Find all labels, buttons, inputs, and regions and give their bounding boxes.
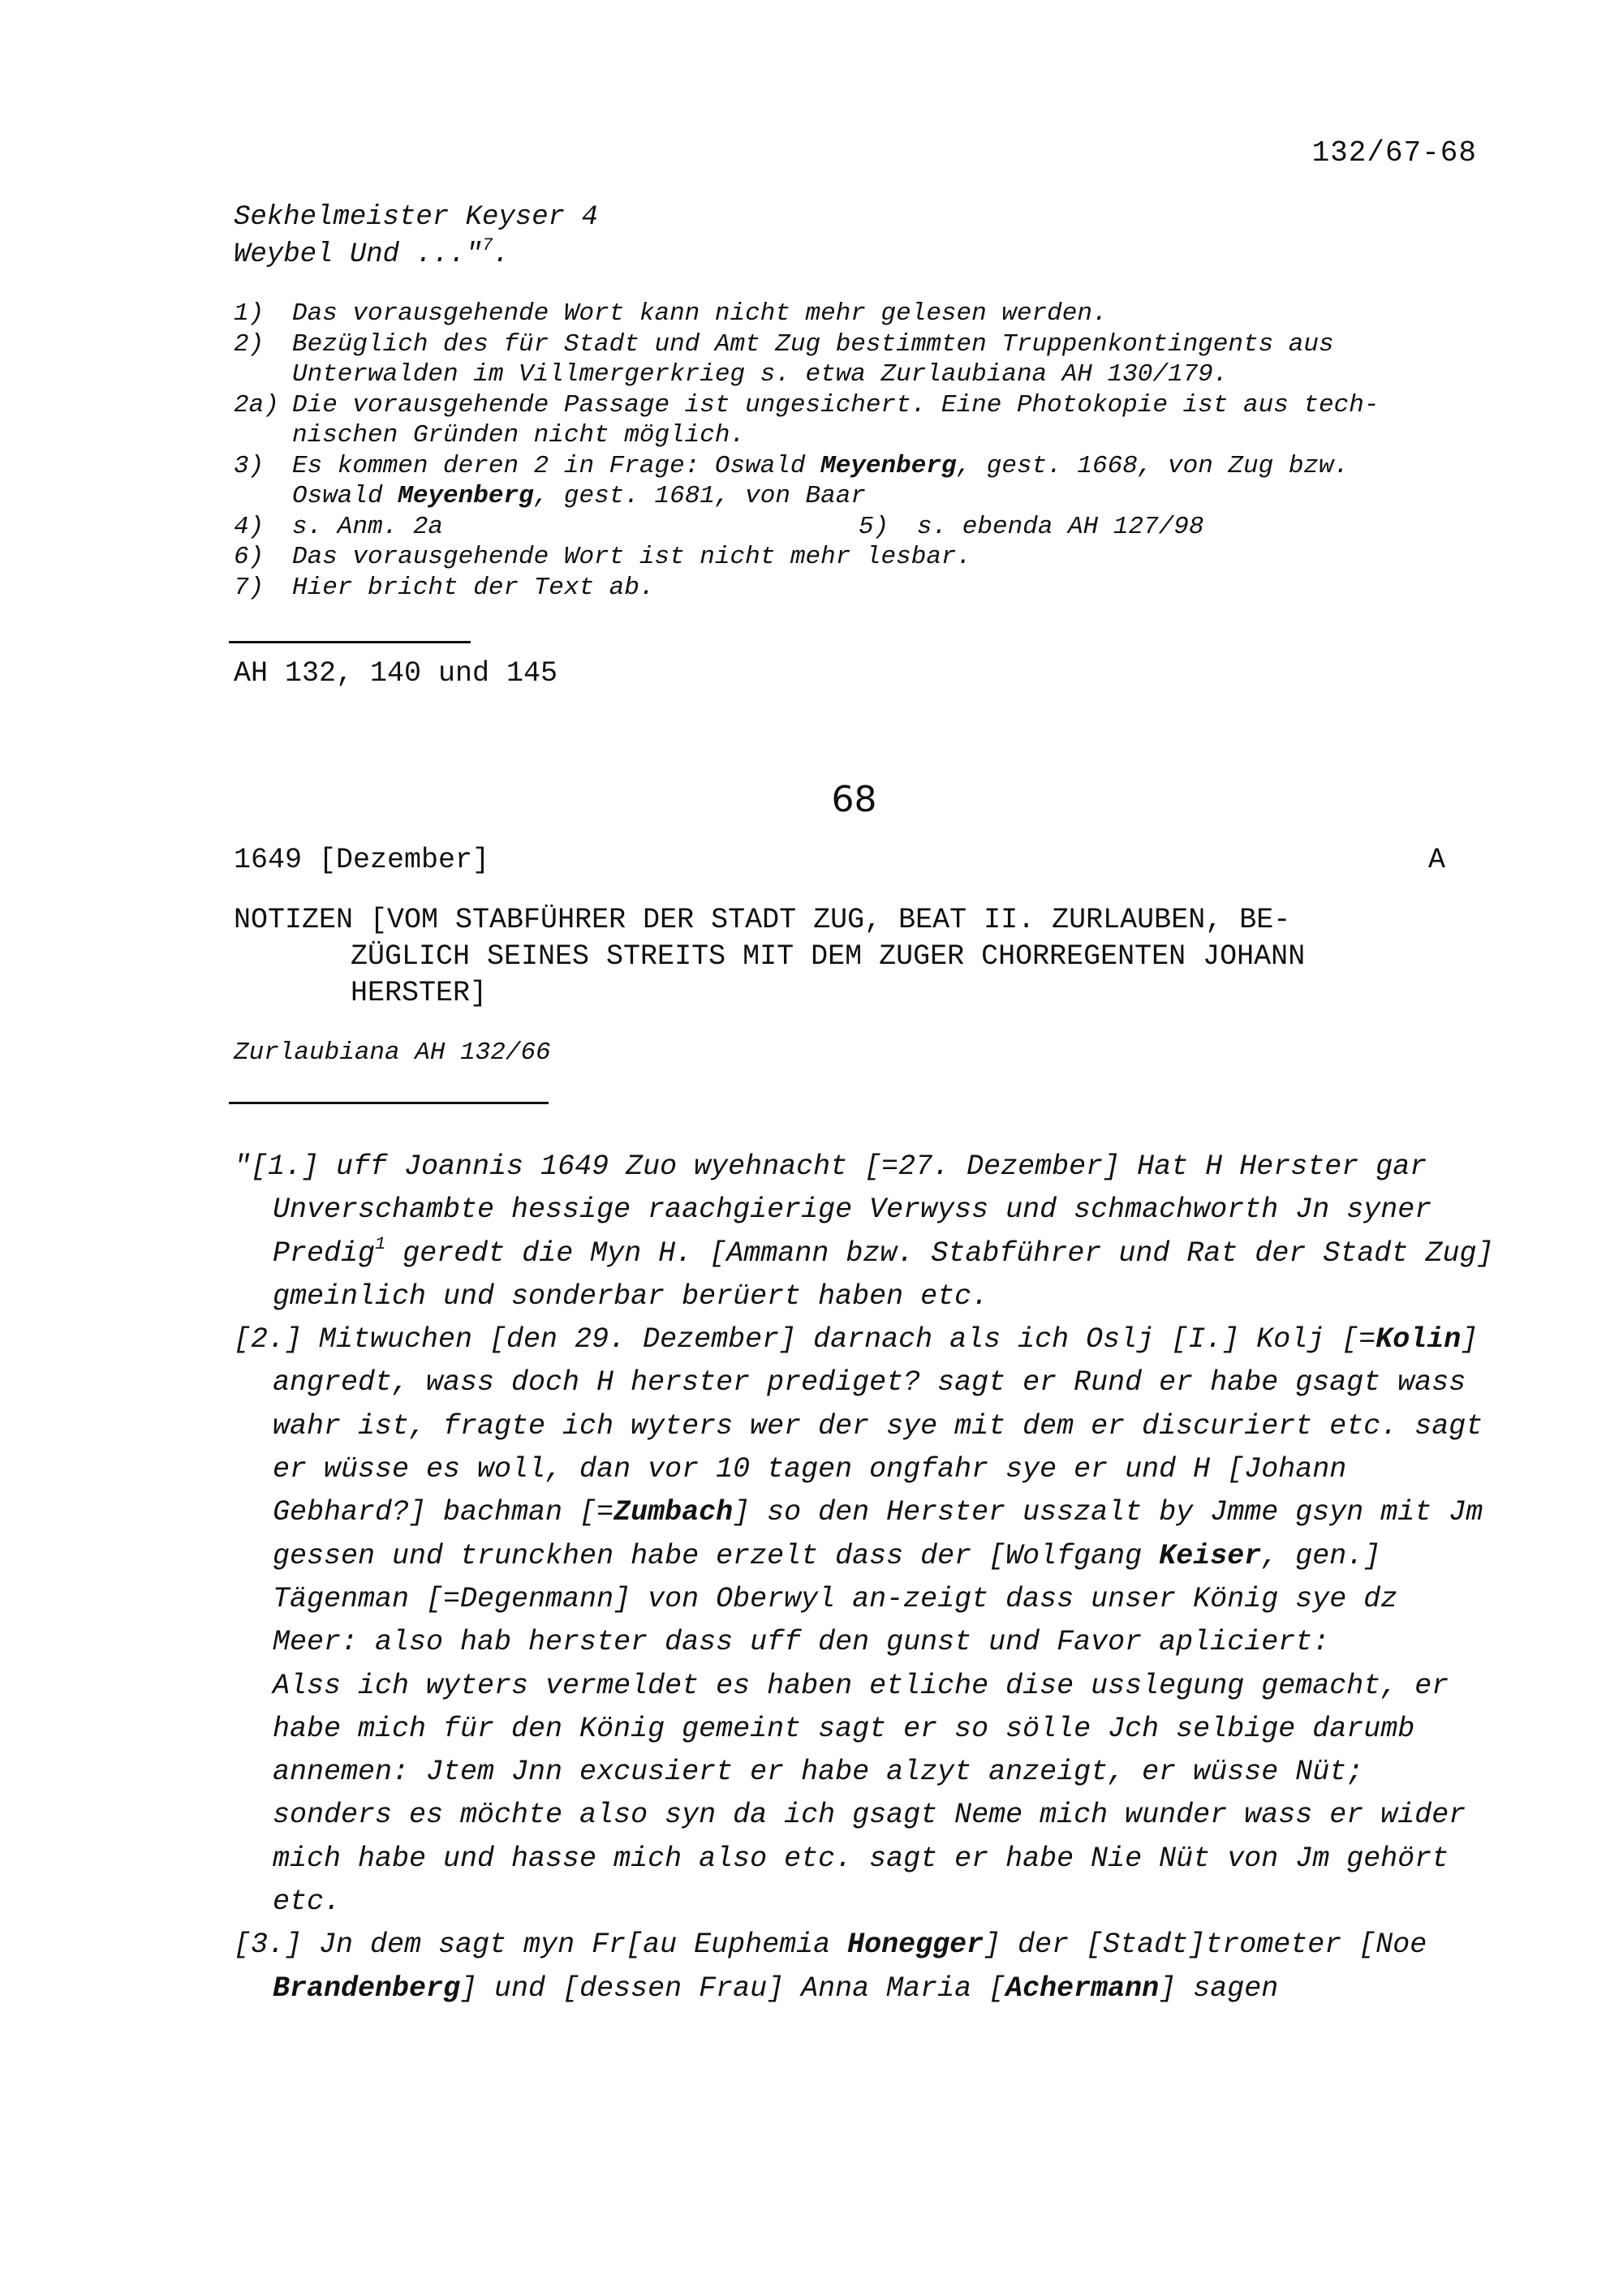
person-name: Meyenberg	[820, 451, 957, 480]
previous-document-closing	[234, 199, 598, 273]
document-class-letter: A	[1428, 844, 1446, 876]
person-name: Meyenberg	[398, 482, 534, 510]
footnote: 3) Es kommen deren 2 in Frage: Oswald Meyenberg, gest. 1668, von Zug bzw. Oswald Meyenberg, gest. 1681, von Baar	[234, 451, 1350, 510]
paragraph: [3.] Jn dem sagt myn Fr[au Euphemia Honegger] der [Stadt]trometer [Noe Brandenberg] und [dessen Frau] Anna Maria [Achermann] sagen	[234, 1928, 1427, 2005]
page-reference: 132/67-68	[1311, 136, 1477, 170]
document-source: Zurlaubiana AH 132/66	[234, 1038, 551, 1067]
footnote: 5) s. ebenda AH 127/98	[859, 512, 1204, 541]
document-date: 1649 [Dezember]	[234, 844, 490, 876]
person-name: Brandenberg	[273, 1971, 461, 2005]
paragraph: [2.] Mitwuchen [den 29. Dezember] darnach als ich Oslj [I.] Kolj [=Kolin] angredt, wass doch H herster prediget? sagt er Rund er habe gsagt wass wahr ist, fragte ich wyters wer der sye mit dem er discuriert etc. sagt er wüsse es woll, dan vor 10 tagen ongfahr sye er und H [Johann Gebhard?] bachman [=Zumbach] so den Herster usszalt by Jmme gsyn mit Jm gessen und trunckhen habe erzelt dass der [Wolfgang Keiser, gen.] Tägenman [=Degenmann] von Oberwyl an-zeigt dass unser König sye dz Meer: also hab herster dass uff den gunst und Favor apliciert:	[234, 1323, 1483, 1659]
closing-line: Sekhelmeister Keyser 4	[234, 202, 598, 233]
footnote-divider	[229, 641, 471, 643]
closing-line: Weybel Und ..."$^7$.	[234, 234, 510, 270]
paragraph: "[1.] uff Joannis 1649 Zuo wyehnacht [=27. Dezember] Hat H Herster gar Unverschambte hessige raachgierige Verwyss und schmachworth Jn syner Predig$^1$ geredt die Myn H. [Ammann bzw. Stabführer und Rat der Stadt Zug] gmeinlich und sonderbar berüert haben etc.	[234, 1150, 1494, 1313]
footnote: 1) Das vorausgehende Wort kann nicht mehr gelesen werden.	[234, 299, 1108, 328]
person-name: Kolin	[1375, 1323, 1462, 1357]
person-name: Zumbach	[613, 1496, 734, 1529]
paragraph: Alss ich wyters vermeldet es haben etliche dise usslegung gemacht, er habe mich für den König gemeint sagt er so sölle Jch selbige darumb annemen: Jtem Jnn excusiert er habe alzyt anzeigt, er wüsse Nüt; sonders es möchte also syn da ich gsagt Neme mich wunder wass er wider mich habe und hasse mich also etc. sagt er habe Nie Nüt von Jm gehört etc.	[273, 1669, 1466, 1919]
footnote-row	[234, 512, 1483, 543]
person-name: Honegger	[847, 1928, 984, 1962]
footnote: 2a) Die vorausgehende Passage ist ungesichert. Eine Photokopie ist aus tech- nischen Gründen nicht möglich.	[234, 390, 1380, 449]
footnote-marker: 1	[375, 1233, 386, 1254]
document-body	[234, 1146, 1500, 2010]
footnote: 4) s. Anm. 2a	[234, 512, 444, 541]
footnote: 6) Das vorausgehende Wort ist nicht mehr lesbar.	[234, 543, 972, 571]
document-number: 68	[831, 779, 877, 820]
header-divider	[229, 1102, 549, 1104]
person-name: Achermann	[1005, 1971, 1160, 2005]
footnotes	[234, 299, 1483, 603]
footnote: 2) Bezüglich des für Stadt und Amt Zug bestimmten Truppenkontingents aus Unterwalden im Villmergerkrieg s. etwa Zurlaubiana AH 130/179.	[234, 329, 1334, 389]
footnote: 7) Hier bricht der Text ab.	[234, 573, 655, 602]
archive-references: AH 132, 140 und 145	[234, 657, 558, 690]
document-title: NOTIZEN [VOM STABFÜHRER DER STADT ZUG, BEAT II. ZURLAUBEN, BE- ZÜGLICH SEINES STREITS MIT DEM ZUGER CHORREGENTEN JOHANN HERSTER]	[234, 904, 1306, 1009]
footnote-marker: 7	[482, 234, 493, 256]
person-name: Keiser	[1159, 1539, 1262, 1572]
